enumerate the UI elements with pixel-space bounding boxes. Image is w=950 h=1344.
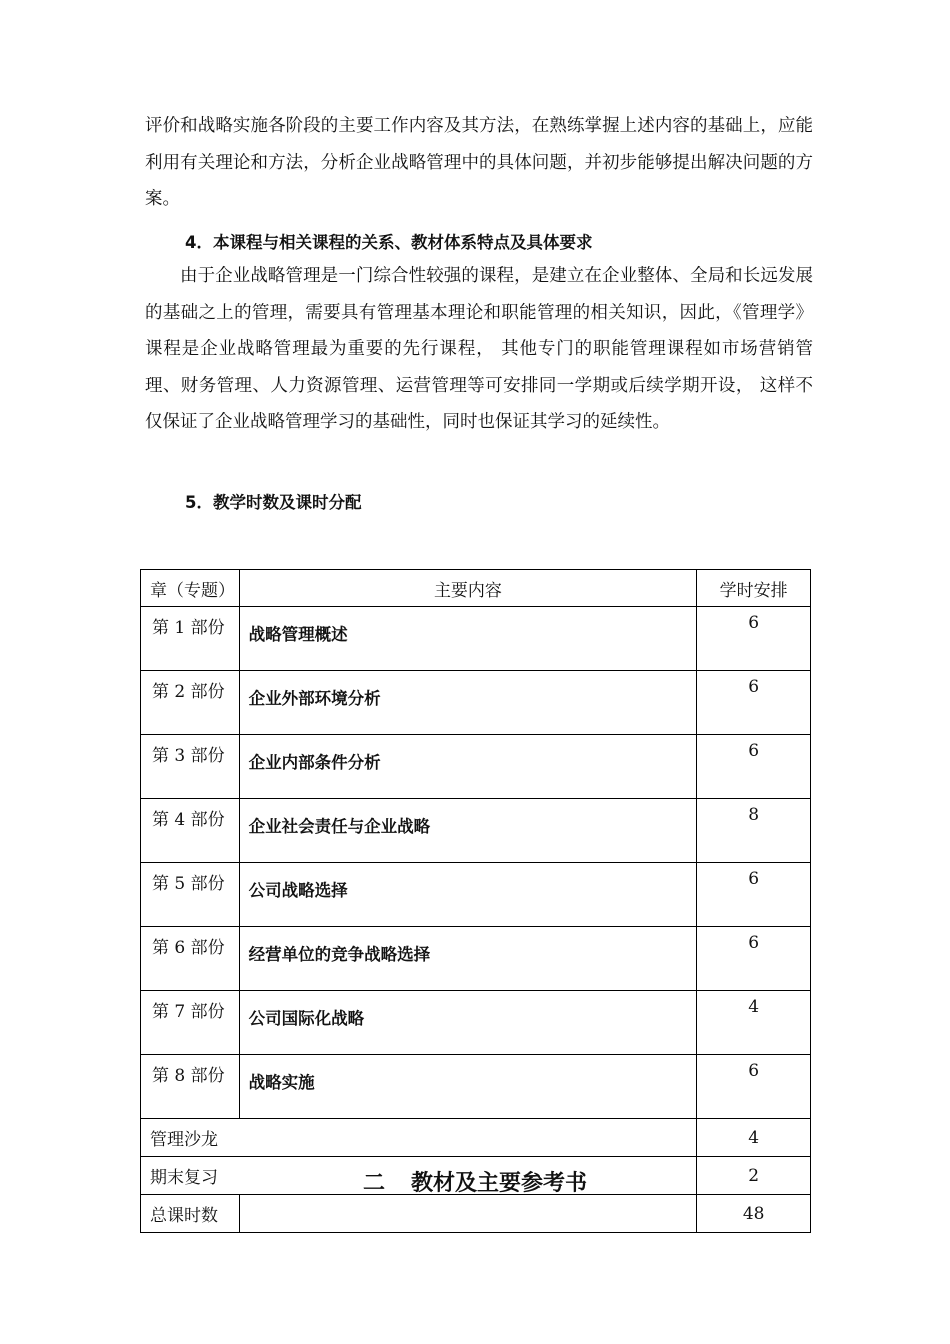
table-row — [141, 735, 811, 799]
content-cell: 战略实施 — [239, 1055, 697, 1119]
intro-paragraph: 评价和战略实施各阶段的主要工作内容及其方法，在熟练掌握上述内容的基础上，应能利用有关理论和方法，分析企业战略管理中的具体问题，并初步能够提出解决问题的方案。 — [145, 116, 813, 209]
content-cell: 经营单位的竞争战略选择 — [239, 927, 697, 991]
total-label: 总课时数 — [141, 1195, 240, 1233]
hours-cell: 6 — [697, 735, 811, 799]
content-cell: 企业内部条件分析 — [239, 735, 697, 799]
heading-course-relations: 4．本课程与相关课程的关系、教材体系特点及具体要求 — [185, 233, 593, 252]
header-content: 主要内容 — [239, 570, 697, 607]
hours-cell: 6 — [697, 1055, 811, 1119]
chapter-cell: 第 8 部份 — [141, 1055, 240, 1119]
hours-cell: 8 — [697, 799, 811, 863]
section-title — [0, 1166, 950, 1197]
hours-cell: 6 — [697, 863, 811, 927]
content-cell: 公司战略选择 — [239, 863, 697, 927]
table-row — [141, 607, 811, 671]
header-chapter: 章（专题） — [141, 570, 240, 607]
teaching-hours-table — [140, 569, 811, 1233]
section-number: 二 — [362, 1171, 385, 1196]
chapter-cell: 第 7 部份 — [141, 991, 240, 1055]
table-row — [141, 799, 811, 863]
chapter-cell: 第 4 部份 — [141, 799, 240, 863]
chapter-cell: 第 2 部份 — [141, 671, 240, 735]
hours-cell: 6 — [697, 607, 811, 671]
content-cell: 公司国际化战略 — [239, 991, 697, 1055]
salon-label: 管理沙龙 — [141, 1119, 697, 1157]
content-cell: 企业社会责任与企业战略 — [239, 799, 697, 863]
salon-row — [141, 1119, 811, 1157]
review-hours: 2 — [697, 1157, 811, 1195]
content-cell: 企业外部环境分析 — [239, 671, 697, 735]
salon-hours: 4 — [697, 1119, 811, 1157]
chapter-cell: 第 1 部份 — [141, 607, 240, 671]
total-content-empty — [239, 1195, 697, 1233]
header-hours: 学时安排 — [697, 570, 811, 607]
review-label: 期末复习 — [141, 1157, 697, 1195]
section-title-text: 教材及主要参考书 — [411, 1171, 588, 1196]
hours-cell: 6 — [697, 927, 811, 991]
chapter-cell: 第 6 部份 — [141, 927, 240, 991]
table-row — [141, 1055, 811, 1119]
table-row — [141, 927, 811, 991]
content-cell: 战略管理概述 — [239, 607, 697, 671]
table-header-row — [141, 570, 811, 607]
table-row — [141, 991, 811, 1055]
hours-cell: 6 — [697, 671, 811, 735]
table-row — [141, 671, 811, 735]
chapter-cell: 第 5 部份 — [141, 863, 240, 927]
chapter-cell: 第 3 部份 — [141, 735, 240, 799]
table-row — [141, 863, 811, 927]
heading-teaching-hours: 5．教学时数及课时分配 — [185, 493, 362, 512]
total-row — [141, 1195, 811, 1233]
total-hours: 48 — [697, 1195, 811, 1233]
hours-cell: 4 — [697, 991, 811, 1055]
course-relations-paragraph: 由于企业战略管理是一门综合性较强的课程，是建立在企业整体、全局和长远发展的基础之上的管理，需要具有管理基本理论和职能管理的相关知识，因此，《管理学》课程是企业战略管理最为重要的先行课程， 其他专门的职能管理课程如市场营销管理、财务管理、人力资源管理、运营管理等可安排同一学期或后续学期开设， 这样不仅保证了企业战略管理学习的基础性，同时也保证其学习的延续性。 — [145, 266, 813, 432]
